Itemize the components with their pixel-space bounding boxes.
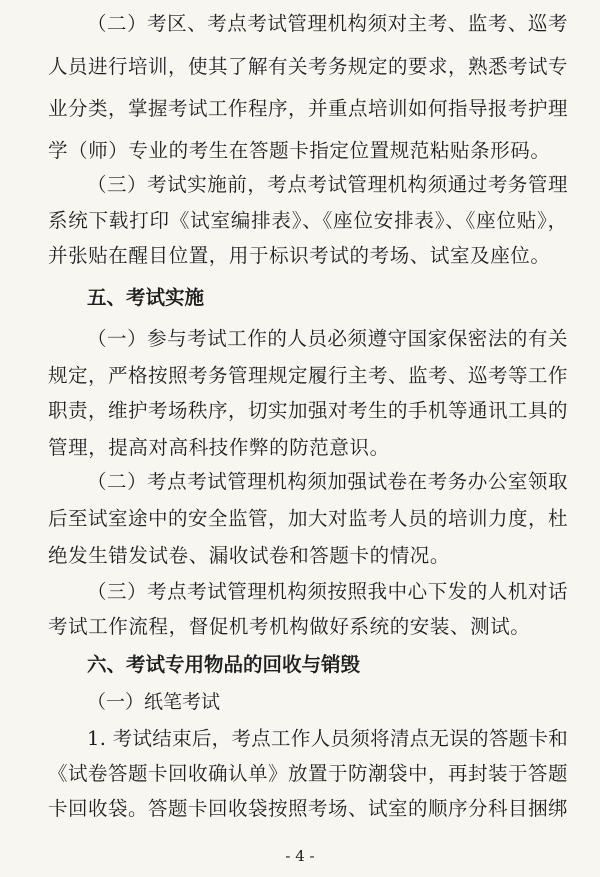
- paragraph-line: （一）参与考试工作的人员必须遵守国家保密法的有关: [87, 327, 568, 350]
- paragraph-line: 系统下载打印《试室编排表》、《座位安排表》、《座位贴》，: [48, 209, 568, 232]
- subsection-heading: （一）纸笔考试: [87, 691, 221, 713]
- paragraph-line: （三）考点考试管理机构须按照我中心下发的人机对话: [87, 580, 568, 603]
- paragraph-line: 考试工作流程，督促机考机构做好系统的安装、测试。: [48, 615, 531, 638]
- section-heading: 五、考试实施: [87, 286, 205, 309]
- paragraph-line: 业分类，掌握考试工作程序，并重点培训如何指导报考护理: [48, 97, 568, 120]
- paragraph-line: 卡回收袋。答题卡回收袋按照考场、试室的顺序分科目捆绑: [48, 797, 568, 820]
- section-heading: 六、考试专用物品的回收与销毁: [87, 653, 361, 676]
- paragraph-line: 管理，提高对高科技作弊的防范意识。: [48, 436, 390, 459]
- paragraph-line: （三）考试实施前，考点考试管理机构须通过考务管理: [87, 173, 568, 196]
- paragraph-line: 《试卷答题卡回收确认单》放置于防潮袋中，再封装于答题: [48, 762, 568, 785]
- paragraph-line: （二）考点考试管理机构须加强试卷在考务办公室领取: [87, 470, 568, 493]
- page-number: - 4 -: [285, 847, 315, 865]
- paragraph-line: 规定，严格按照考务管理规定履行主考、监考、巡考等工作: [48, 364, 568, 387]
- paragraph-line: 绝发生错发试卷、漏收试卷和答题卡的情况。: [48, 544, 451, 567]
- paragraph-line: （二）考区、考点考试管理机构须对主考、监考、巡考: [87, 12, 568, 35]
- paragraph-line: 并张贴在醒目位置，用于标识考试的考场、试室及座位。: [48, 244, 551, 267]
- paragraph-line: 后至试室途中的安全监管，加大对监考人员的培训力度，杜: [48, 507, 568, 530]
- paragraph-line: 1. 考试结束后，考点工作人员须将清点无误的答题卡和: [87, 727, 568, 750]
- paragraph-line: 学（师）专业的考生在答题卡指定位置规范粘贴条形码。: [48, 139, 551, 162]
- paragraph-line: 人员进行培训，使其了解有关考务规定的要求，熟悉考试专: [48, 55, 568, 78]
- paragraph-line: 职责，维护考场秩序，切实加强对考生的手机等通讯工具的: [48, 399, 568, 422]
